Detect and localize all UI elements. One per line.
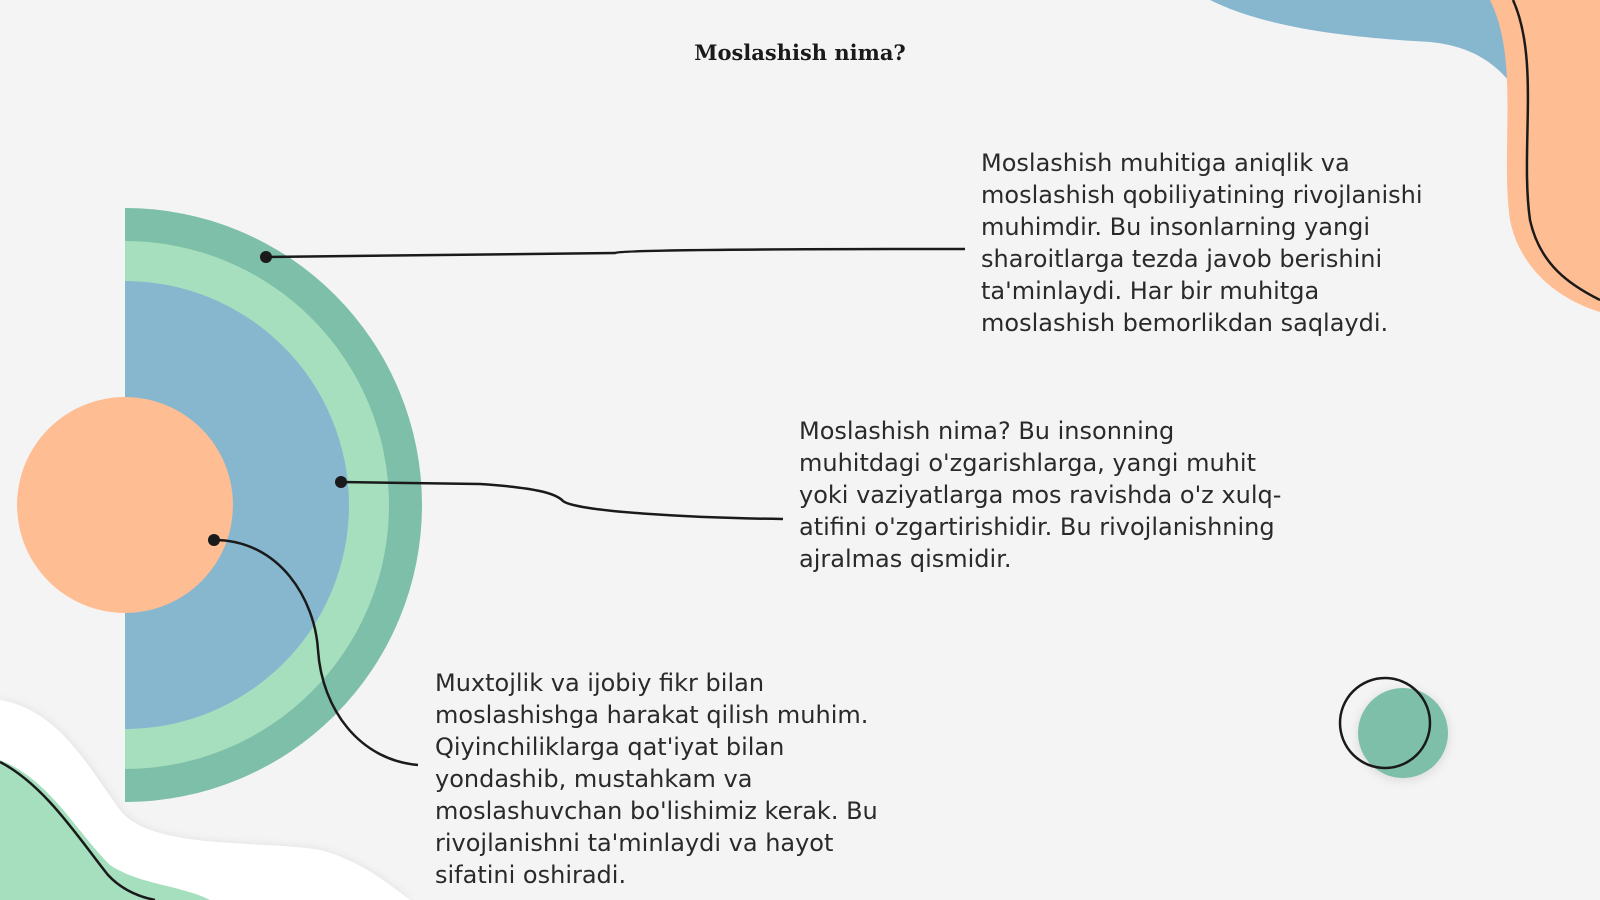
paragraph-top-right: Moslashish muhitiga aniqlik va moslashish qobiliyatining rivojlanishi muhimdir. Bu insonlarning yangi sharoitlarga tezda javob berishini ta'minlaydi. Har bir muhitga moslashish bemorlikdan saqlaydi.	[981, 149, 1423, 337]
concentric-circles-diagram	[17, 208, 422, 802]
paragraph-bottom: Muxtojlik va ijobiy fikr bilan moslashishga harakat qilish muhim. Qiyinchiliklarga qat'iyat bilan yondashib, mustahkam va moslashuvchan bo'lishimiz kerak. Bu rivojlanishni ta'minlaydi va hayot sifatini oshiradi.	[435, 669, 878, 889]
paragraph-middle: Moslashish nima? Bu insonning muhitdagi o'zgarishlarga, yangi muhit yoki vaziyatlarga mos ravishda o'z xulq-atifini o'zgartirishidir. Bu rivojlanishning ajralmas qismidir.	[799, 417, 1282, 573]
peach-core	[17, 397, 233, 613]
connector-dot-2	[335, 476, 347, 488]
connector-dot-3	[208, 534, 220, 546]
connector-dot-1	[260, 251, 272, 263]
connector-line-1	[266, 249, 965, 257]
slide-title: Moslashish nima?	[694, 40, 906, 65]
decorative-circles	[1340, 678, 1448, 778]
